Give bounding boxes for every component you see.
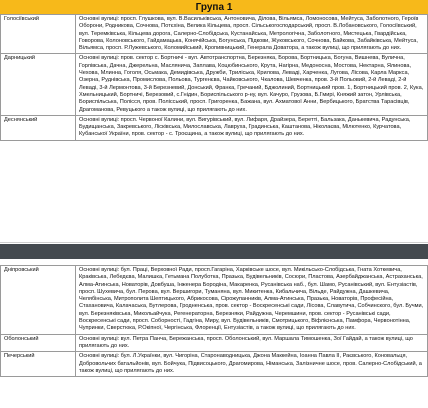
- district-streets: Основні вулиці: просп. Червоної Калини, вул. Вигурівський, вул. Лифаря, Драйзера, Беретті, Бальзака, Данькевича, Радунська, Будищанська, Закревського, Лісківська, Милославська, Лавруха, Градинська, Каштанова, Ніколаєва, Мілютенко, Курчатова, Кубанської України, пров. сектор - с. Троєщина, а також вулиці, що прилягають до них.: [76, 115, 428, 140]
- district-name: Печерський: [1, 352, 76, 377]
- districts-table-2: [0, 265, 428, 377]
- district-name: Голосіївський: [1, 15, 76, 54]
- separator-line: [0, 242, 428, 243]
- table-row: [1, 266, 428, 335]
- group-title: Група 1: [0, 0, 428, 14]
- districts-table-1: [0, 14, 428, 141]
- district-name: Дарницький: [1, 54, 76, 115]
- table-row: [1, 334, 428, 352]
- district-streets: Основні вулиці: бул. Праці, Верховної Ради, просп.Гагаріна, Харківське шосе, вул. Микільсько-Слобідська, Гната Хоткевича, Краківська, Лебедєва, Малишка, Гетьмана Полуботка, Празька, Будівельників, Сосюри, Пластова, Азербайджанська, Астраханська, Алма-Атинська, Новаторів, Довбуша, Інженера Бородіна, Макаренка, Русанівська наб., бул. Шамо, Русанівський, вул. Ентузіастів, просп. Шухевича, бул. Перова, вул. Вершигори, Туманяна, вул. Микитенка, Кибальчича, Вільде, Райдужна, Дашкевича, Челябінська, Митрополита Шептицького, Абрикосова, Сірожупанників, Алма-Атинська, Празька, Новаторів, Професійна, Стахановича, Калачаська, Бутлерова, Гродненська, пров. сектор - Воскресенські сади, Лісова, Славутича, Собчинского, бул. Бучми, вул. Березняківська, Микольайчука, Регенераторна, Березняки, Райдужна, Черемшини, пров. сектор - Русанівські сади, Воскресенські сади, просп. Соборності, Гадгіна, Миру, вул. Будівельників, Смотрицького, Віфлієнська, Памфора, Червонотінна, Чупринки, Сверстюка, Р.Окіпної, Чергінська, Флоренції, Ентузіастів, а також вулиці, що прилягають до них.: [76, 266, 428, 335]
- district-name: Деснянський: [1, 115, 76, 140]
- table-row: [1, 352, 428, 377]
- table-row: [1, 54, 428, 115]
- district-name: Дніпровський: [1, 266, 76, 335]
- dark-separator-band: [0, 244, 428, 259]
- table-row: [1, 115, 428, 140]
- district-streets: Основні вулиці: бул. Л.Українки, вул. Чигоріна, Старонаводницька, Джона Маккейна, Іоанна Павла ІІ, Раєвського, Коновальця, Добровольчих батальйонів, вул. Бойчука, Підвисоцького, Драгомирова, Німанська, Залізничне шосе, пров. Салерно-Слобідський, а також вулиці, що прилягають до них.: [76, 352, 428, 377]
- table-row: [1, 15, 428, 54]
- district-streets: Основні вулиці: просп. Глушкова, вул. В.Васильківська, Антоновича, Ділова, Вільямса, Ломоносова, Мейтуса, Заболотного, Героїв Оборони, Родникова, Сочнова, Потєхіна, Велика Кільцева, просп. Сільськогосподарський, просп. В.Лобановського, Голосіївський, вул. Теремківська, Кільцева дорога, Салерно-Слобідська, Кустанайська, Метрологічна, Заболотного, Мистецька, Гвардійська, Говорова, Колоновського, Гайдамацька, Конячійська, Богунська, Підкови, Жуковського, Сочнова, Байкова, Забайківська, Мейтуса, Вільямса, просп. Р.Лужевського, Коломийський, Кропивницький, Генерала Доватора, а також вулиці, що прилягають до них.: [76, 15, 428, 54]
- district-streets: Основні вулиці: пров. сектор с. Бортничі - вул. Автотранспортна, Березняка, Борова, Бортницька, Богуна, Вишнева, Вулична, Горлівська, Дачна, Джерельна, Маслянича, Заплава, Коцюбинського, Крута, Нагірна, Медоносна, Мостова, Нектарна, Ялинова, Чехова, Млинна, Гоголя, Осьмака, Демидівська, Дружби, Триліська, Крилова, Леваді, Харченка, Лугова, Лісова, Карла Маркса, Озерна, Руднівська, Промислова, Польова, Тургенєва, Чайковського, Чкалова, Шевченка, пров. 3-й Польовий, 2-й Леваді, 2-й Леваді, 3-й Лермонтова, 3-й Березневий, Донський, Франка, Гречаний, Бджолиний, Бортницький пров. 1, Бортницький пров. 2, Кука, Хмельницький, Бортничі, Березовий, с.Гнідин, Бориспільського р-ну, вул. Качуро, Грузова, Б.Гмирі, Княжий затон, Урлівська, Бориспільська, Полісся, пров. Полісський, просп. Григоренка, Бажана, вул. Ахматової Анни, Вербицького, Братства Тарасівців, Драгоманова, Ревуцького а також вулиці, що прилягають до них.: [76, 54, 428, 115]
- district-name: Оболонський: [1, 334, 76, 352]
- district-streets: Основні вулиці: вул. Петра Панча, Бережанська, просп. Оболонський, вул. Маршала Тимошенка, Зої Гайдай, а також вулиці, що прилягають до них.: [76, 334, 428, 352]
